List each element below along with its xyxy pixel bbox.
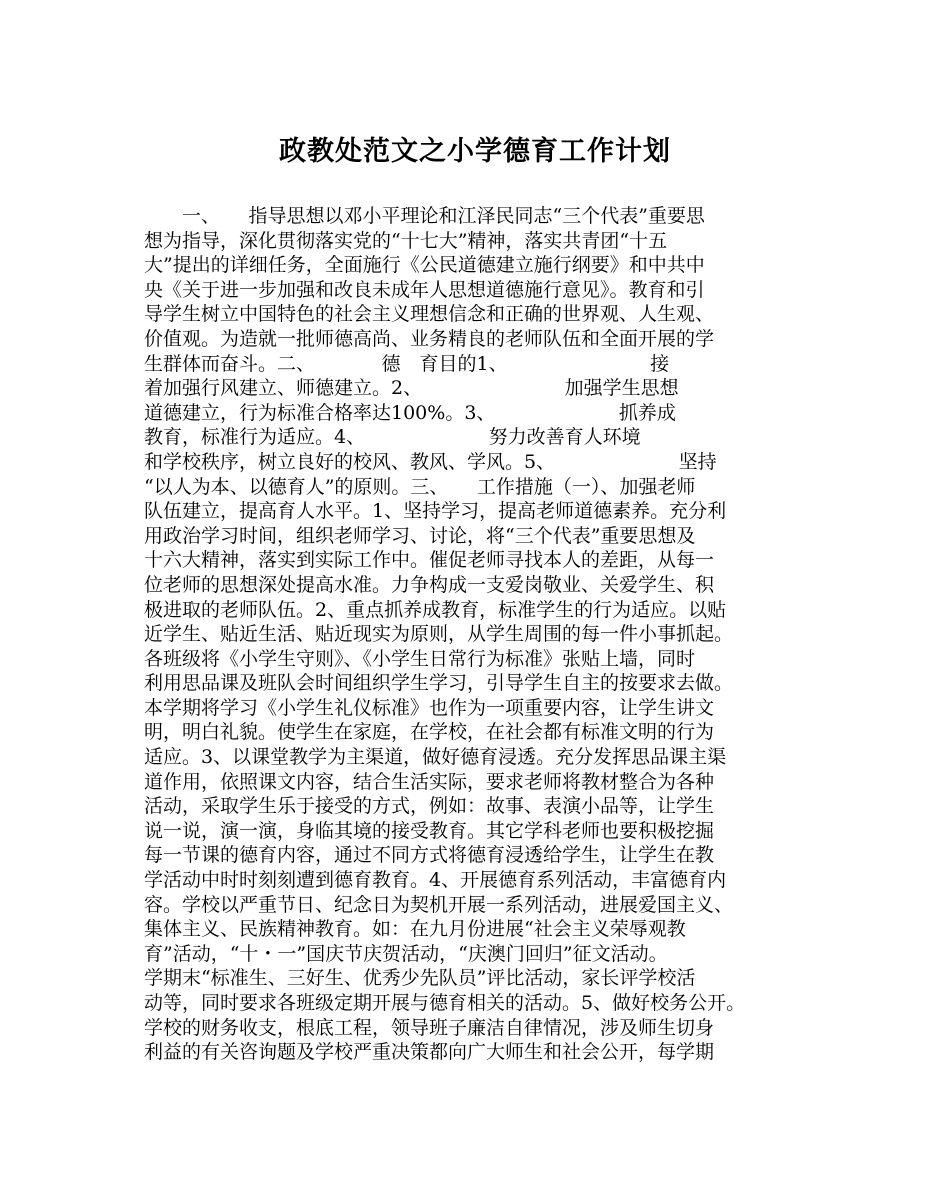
body-line: 近学生、贴近生活、贴近现实为原则，从学生周围的每一件小事抓起。 (144, 623, 734, 646)
body-line: 教育，标准行为适应。4、 努力改善育人环境 (144, 426, 641, 449)
body-line: 用政治学习时间，组织老师学习、讨论，将“三个代表”重要思想及 (144, 524, 696, 547)
body-line: 位老师的思想深处提高水准。力争构成一支爱岗敬业、关爱学生、积 (144, 573, 715, 596)
body-line: 生群体而奋斗。二、 德 育目的1、 接 (144, 352, 670, 375)
body-line: 想为指导，深化贯彻落实党的“十七大”精神，落实共青团“十五 (144, 229, 668, 252)
body-line: 十六大精神，落实到实际工作中。催促老师寻找本人的差距，从每一 (144, 549, 715, 572)
document-title: 政教处范文之小学德育工作计划 (279, 136, 671, 167)
body-line: 集体主义、民族精神教育。如：在九月份进展“社会主义荣辱观教 (144, 918, 686, 941)
body-line: 容。学校以严重节日、纪念日为契机开展一系列活动，进展爱国主义、 (144, 893, 734, 916)
body-line: 利益的有关咨询题及学校严重决策都向广大师生和社会公开，每学期 (144, 1041, 715, 1064)
body-line: 本学期将学习《小学生礼仪标准》也作为一项重要内容，让学生讲文 (144, 696, 715, 719)
body-line: 着加强行风建立、师德建立。2、 加强学生思想 (144, 377, 679, 400)
body-line: 适应。3、以课堂教学为主渠道，做好德育浸透。充分发挥思品课主渠 (144, 746, 727, 769)
body-line: “以人为本、以德育人”的原则。三、 工作措施（一）、加强老师 (144, 475, 696, 498)
body-line: 学活动中时时刻刻遭到德育教育。4、开展德育系列活动，丰富德育内 (144, 869, 727, 892)
document-body (144, 204, 816, 1065)
body-line: 道德建立，行为标准合格率达100%。3、 抓养成 (144, 401, 676, 424)
body-line: 各班级将《小学生守则》、《小学生日常行为标准》张贴上墙，同时 (144, 647, 696, 670)
body-line: 明，明白礼貌。使学生在家庭，在学校，在社会都有标准文明的行为 (144, 721, 715, 744)
body-line: 一、 指导思想以邓小平理论和江泽民同志“三个代表”重要思 (144, 205, 705, 227)
body-line: 动等，同时要求各班级定期开展与德育相关的活动。5、做好校务公开。 (144, 992, 746, 1014)
body-line: 导学生树立中国特色的社会主义理想信念和正确的世界观、人生观、 (144, 303, 715, 326)
body-line: 和学校秩序，树立良好的校风、教风、学风。5、 坚持 (144, 450, 717, 473)
body-line: 大”提出的详细任务，全面施行《公民道德建立施行纲要》和中共中 (144, 254, 705, 277)
body-line: 极进取的老师队伍。2、重点抓养成教育，标准学生的行为适应。以贴 (144, 598, 727, 621)
body-line: 队伍建立，提高育人水平。1、坚持学习，提高老师道德素养。充分利 (144, 500, 727, 523)
body-line: 央《关于进一步加强和改良未成年人思想道德施行意见》。教育和引 (144, 278, 705, 301)
body-line: 道作用，依照课文内容，结合生活实际，要求老师将教材整合为各种 (144, 770, 715, 793)
body-line: 每一节课的德育内容，通过不同方式将德育浸透给学生，让学生在教 (144, 844, 715, 867)
body-line: 学校的财务收支，根底工程，领导班子廉洁自律情况，涉及师生切身 (144, 1016, 715, 1039)
body-line: 育”活动，“十・一”国庆节庆贺活动，“庆澳门回归”征文活动。 (144, 942, 668, 965)
body-line: 活动，采取学生乐于接受的方式，例如：故事、表演小品等，让学生 (144, 795, 715, 818)
body-line: 学期末“标准生、三好生、优秀少先队员”评比活动，家长评学校活 (144, 967, 696, 990)
body-line: 利用思品课及班队会时间组织学生学习，引导学生自主的按要求去做。 (144, 672, 734, 695)
body-line: 说一说，演一演，身临其境的接受教育。其它学科老师也要积极挖掘 (144, 819, 715, 842)
body-line: 价值观。为造就一批师德高尚、业务精良的老师队伍和全面开展的学 (144, 327, 715, 350)
